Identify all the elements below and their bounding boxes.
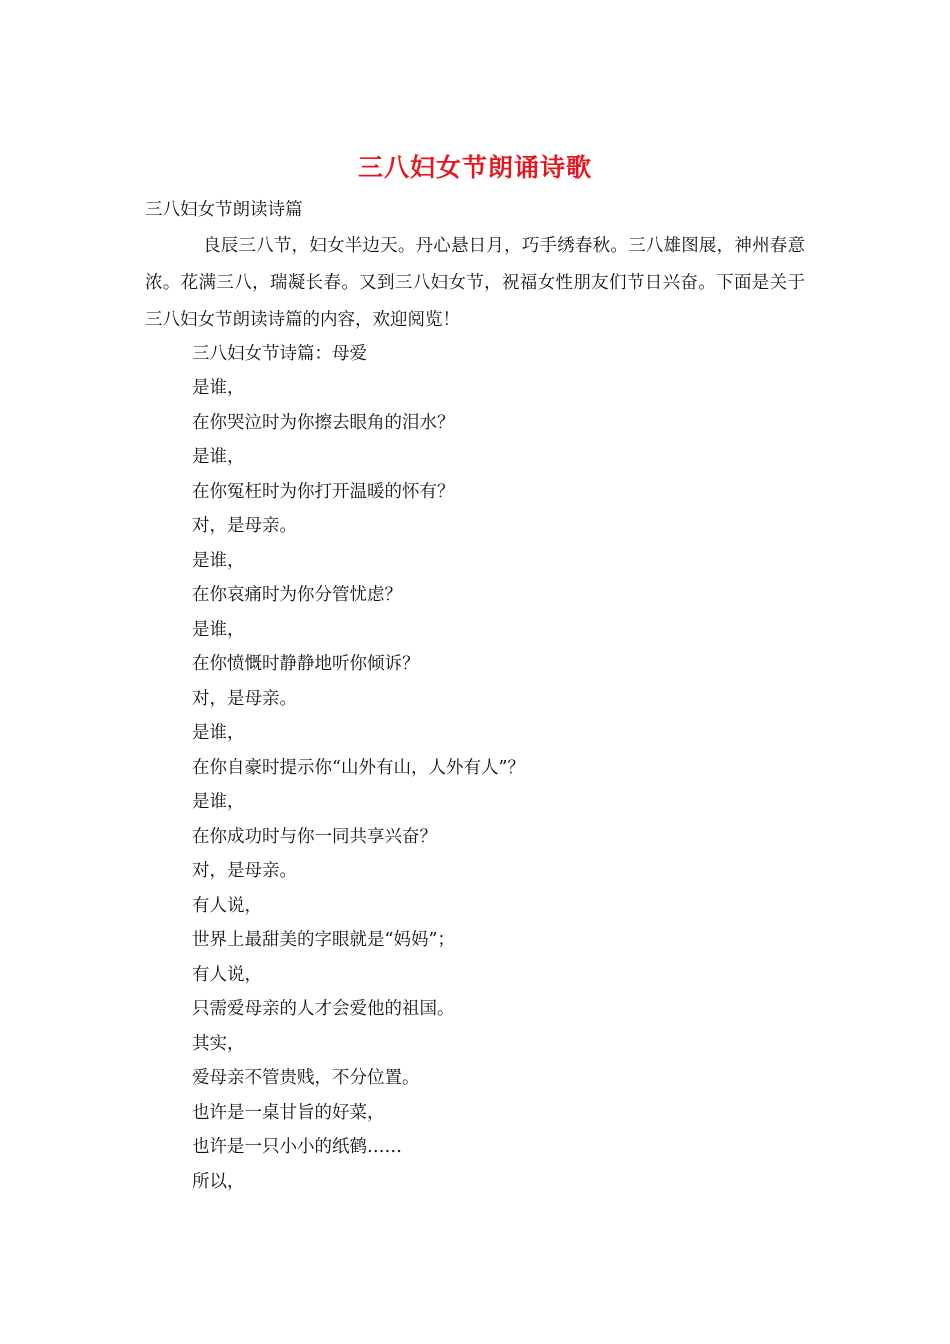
poem-line: 有人说， — [192, 895, 262, 916]
poem-line: 在你冤枉时为你打开温暖的怀有？ — [192, 481, 455, 502]
poem-line: 对，是母亲。 — [192, 861, 297, 881]
poem-line: 在你成功时与你一同共享兴奋？ — [192, 826, 437, 847]
poem-line: 在你哭泣时为你擦去眼角的泪水？ — [192, 412, 455, 433]
poem-line: 是谁， — [192, 619, 245, 640]
poem-line: 只需爱母亲的人才会爱他的祖国。 — [192, 999, 455, 1019]
poem-line: 是谁， — [192, 723, 245, 743]
poem-line: 所以， — [192, 1171, 245, 1192]
poem-line: 是谁， — [192, 792, 245, 812]
poem-line: 是谁， — [192, 447, 245, 467]
poem-line: 也许是一桌甘旨的好菜， — [192, 1102, 385, 1123]
document-subtitle: 三八妇女节朗读诗篇 — [145, 200, 303, 220]
poem-line: 在你自豪时提示你“山外有山，人外有人”？ — [192, 757, 525, 778]
poem-line: 其实， — [192, 1033, 245, 1054]
document-title: 三八妇女节朗诵诗歌 — [357, 153, 592, 182]
poem-line: 世界上最甜美的字眼就是“妈妈”； — [192, 930, 455, 950]
poem-line: 对，是母亲。 — [192, 688, 297, 709]
poem-line: 是谁， — [192, 378, 245, 398]
poem-line: 是谁， — [192, 550, 245, 571]
poem-heading: 三八妇女节诗篇：母爱 — [192, 344, 367, 364]
intro-paragraph: 良辰三八节，妇女半边天。丹心悬日月，巧手绣春秋。三八雄图展，神州春意浓。花满三八，瑞凝长春。又到三八妇女节，祝福女性朋友们节日兴奋。下面是关于三八妇女节朗读诗篇的内容，欢迎阅览！ — [145, 236, 805, 330]
poem-line: 有人说， — [192, 964, 262, 985]
poem-line: 爱母亲不管贵贱，不分位置。 — [192, 1068, 420, 1088]
poem-line: 在你愤慨时静静地听你倾诉？ — [192, 654, 420, 674]
poem-line: 对，是母亲。 — [192, 516, 297, 536]
poem-line: 也许是一只小小的纸鹤…… — [192, 1137, 402, 1157]
poem-body — [192, 374, 525, 1202]
poem-line: 在你哀痛时为你分管忧虑？ — [192, 585, 402, 605]
